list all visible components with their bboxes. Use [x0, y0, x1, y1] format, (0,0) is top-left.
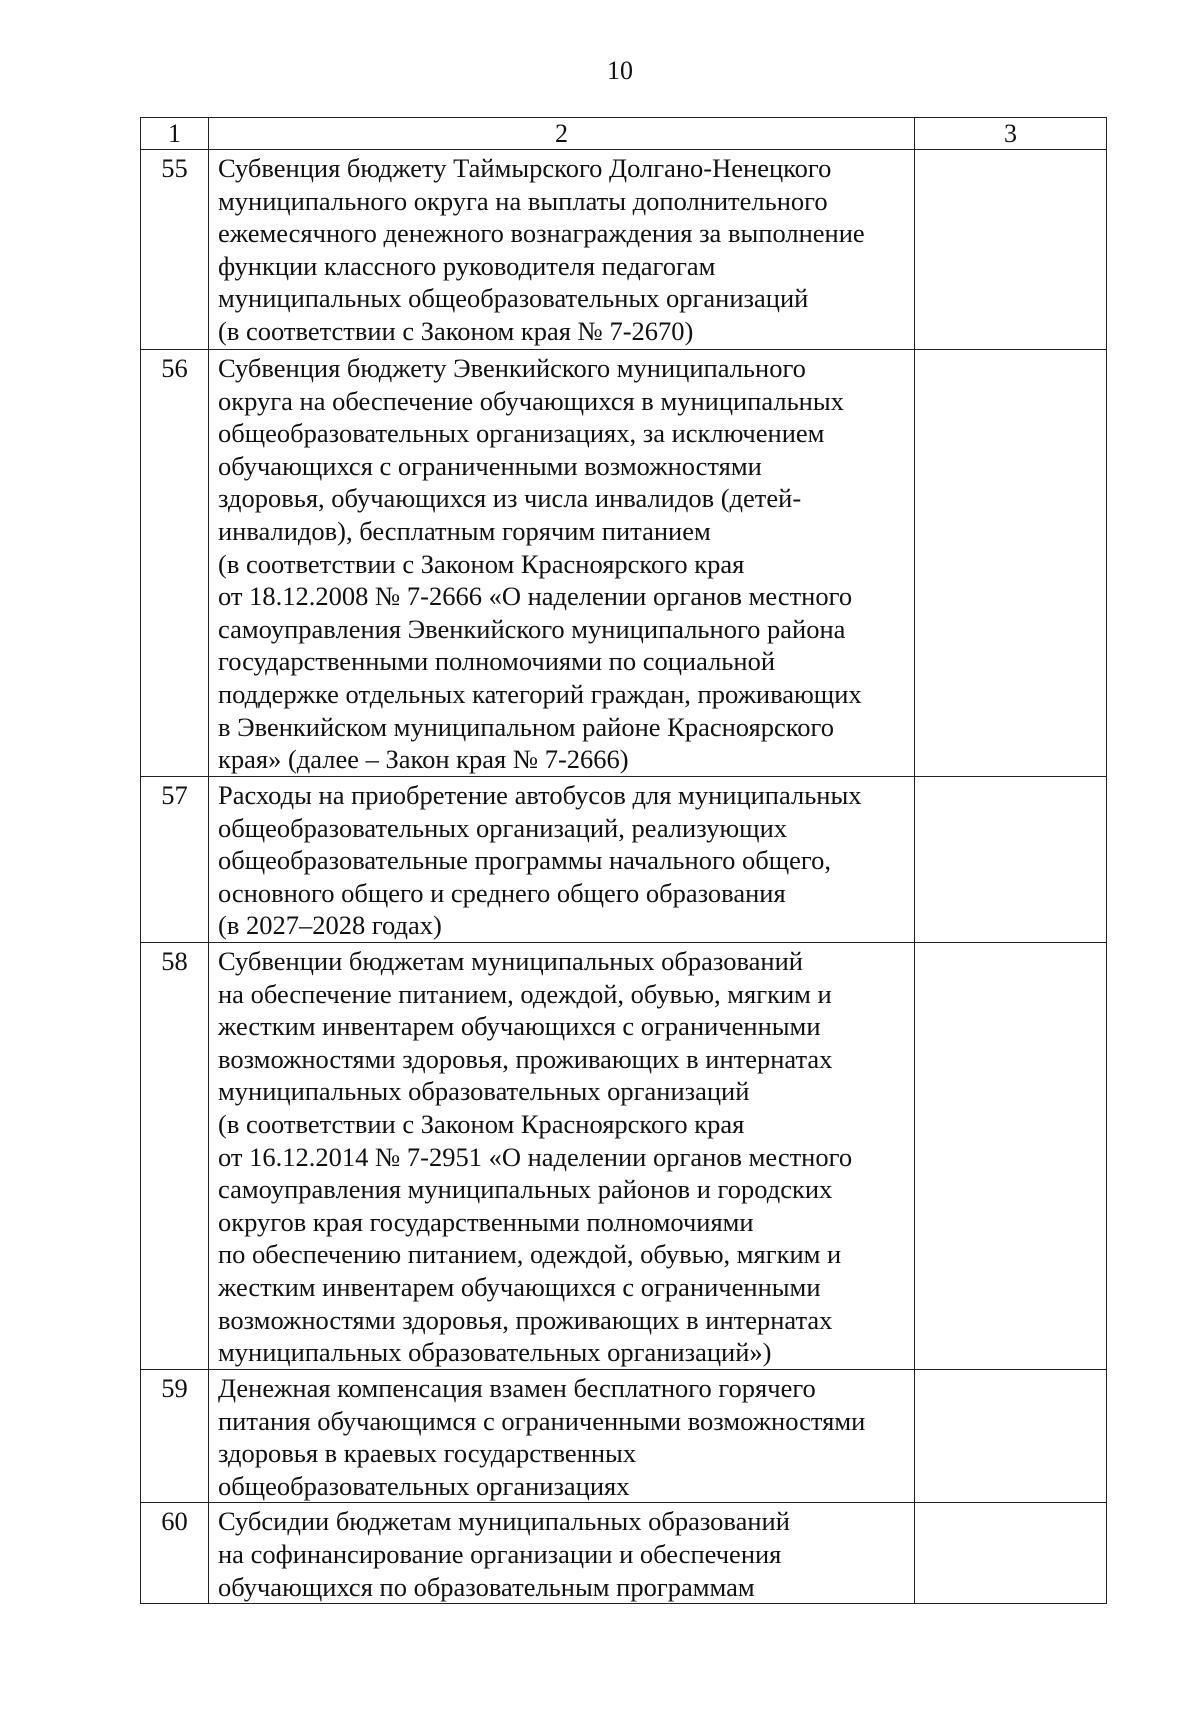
- page-number: 10: [607, 56, 633, 85]
- row-value: [915, 1369, 1107, 1502]
- table-row: [141, 942, 1107, 1369]
- description-line: инвалидов), бесплатным горячим питанием: [218, 515, 711, 546]
- description-line: муниципальных общеобразовательных организаций: [218, 283, 809, 314]
- description-line: возможностями здоровья, проживающих в интернатах: [218, 1043, 833, 1074]
- description-line: (в соответствии с Законом Красноярского края: [218, 548, 745, 579]
- description-line: государственными полномочиями по социальной: [218, 646, 776, 677]
- table-header-row: [141, 118, 1107, 150]
- description-line: Субвенция бюджету Эвенкийского муниципального: [218, 353, 806, 383]
- row-description: [209, 1369, 915, 1502]
- description-line: обучающихся по образовательным программам: [218, 1571, 755, 1602]
- description-line: ежемесячного денежного вознаграждения за выполнение: [218, 218, 865, 249]
- column-header-3: 3: [915, 118, 1107, 150]
- description-line: возможностями здоровья, проживающих в интернатах: [218, 1304, 833, 1335]
- table-row: [141, 1503, 1107, 1604]
- description-line: самоуправления муниципальных районов и городских: [218, 1174, 833, 1205]
- description-line: от 18.12.2008 № 7-2666 «О наделении органов местного: [218, 581, 853, 612]
- description-line: общеобразовательных организациях, за исключением: [218, 418, 825, 449]
- description-line: здоровья в краевых государственных: [218, 1438, 637, 1469]
- description-line: поддержке отдельных категорий граждан, проживающих: [218, 678, 862, 709]
- row-value: [915, 777, 1107, 943]
- description-line: обучающихся с ограниченными возможностями: [218, 450, 762, 481]
- description-line: округов края государственными полномочиями: [218, 1206, 754, 1237]
- column-header-2: 2: [209, 118, 915, 150]
- description-line: жестким инвентарем обучающихся с ограниченными: [218, 1011, 821, 1042]
- table-row: [141, 350, 1107, 777]
- table-row: [141, 1369, 1107, 1502]
- description-line: округа на обеспечение обучающихся в муниципальных: [218, 385, 844, 416]
- description-line: здоровья, обучающихся из числа инвалидов (детей-: [218, 483, 802, 514]
- description-line: общеобразовательных организациях: [218, 1470, 630, 1501]
- row-value: [915, 1503, 1107, 1604]
- description-line: от 16.12.2014 № 7-2951 «О наделении органов местного: [218, 1141, 853, 1172]
- row-number: 57: [141, 777, 209, 943]
- description-line: на обеспечение питанием, одеждой, обувью, мягким и: [218, 978, 832, 1009]
- description-line: питания обучающимся с ограниченными возможностями: [218, 1405, 866, 1436]
- description-line: муниципального округа на выплаты дополнительного: [218, 185, 828, 216]
- row-description: [209, 150, 915, 350]
- description-line: основного общего и среднего общего образования: [218, 877, 786, 908]
- description-line: Расходы на приобретение автобусов для муниципальных: [218, 780, 862, 810]
- table-row: [141, 777, 1107, 943]
- description-line: на софинансирование организации и обеспечения: [218, 1538, 782, 1569]
- row-value: [915, 350, 1107, 777]
- description-line: (в соответствии с Законом Красноярского края: [218, 1108, 745, 1139]
- description-line: Субвенции бюджетам муниципальных образований: [218, 945, 803, 976]
- row-number: 56: [141, 350, 209, 777]
- row-number: 60: [141, 1503, 209, 1604]
- column-header-1: 1: [141, 118, 209, 150]
- description-line: Субвенция бюджету Таймырского Долгано-Ненецкого: [218, 153, 832, 183]
- description-line: муниципальных образовательных организаций: [218, 1076, 750, 1107]
- description-line: жестким инвентарем обучающихся с ограниченными: [218, 1271, 821, 1302]
- description-line: функции классного руководителя педагогам: [218, 250, 716, 281]
- row-number: 58: [141, 942, 209, 1369]
- description-line: края» (далее – Закон края № 7-2666): [218, 744, 629, 775]
- row-value: [915, 150, 1107, 350]
- description-line: Субсидии бюджетам муниципальных образований: [218, 1506, 790, 1537]
- table-row: [141, 150, 1107, 350]
- description-line: (в соответствии с Законом края № 7-2670): [218, 315, 694, 346]
- description-line: (в 2027–2028 годах): [218, 910, 442, 941]
- description-line: общеобразовательных организаций, реализующих: [218, 812, 788, 843]
- budget-table: [140, 117, 1107, 1604]
- row-number: 55: [141, 150, 209, 350]
- row-description: [209, 777, 915, 943]
- description-line: самоуправления Эвенкийского муниципального района: [218, 613, 846, 644]
- row-description: [209, 942, 915, 1369]
- description-line: в Эвенкийском муниципальном районе Красноярского: [218, 711, 834, 742]
- description-line: по обеспечению питанием, одеждой, обувью, мягким и: [218, 1239, 842, 1270]
- row-description: [209, 1503, 915, 1604]
- description-line: общеобразовательные программы начального общего,: [218, 845, 832, 876]
- row-value: [915, 942, 1107, 1369]
- description-line: Денежная компенсация взамен бесплатного горячего: [218, 1372, 816, 1403]
- row-number: 59: [141, 1369, 209, 1502]
- row-description: [209, 350, 915, 777]
- description-line: муниципальных образовательных организаций»): [218, 1337, 772, 1368]
